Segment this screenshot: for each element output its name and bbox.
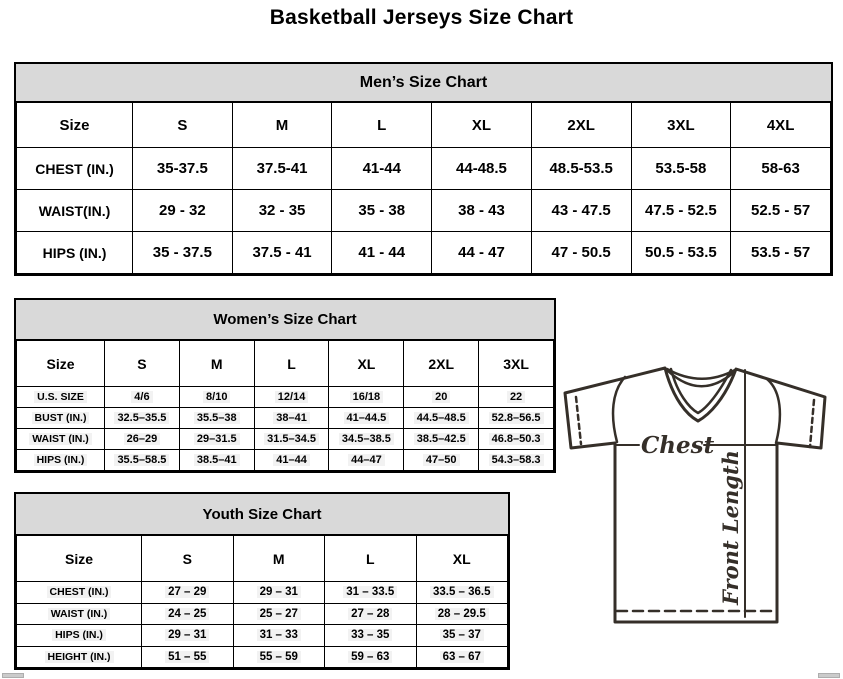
value-cell: 27 – 28 (325, 603, 417, 625)
value-cell: 35 - 38 (332, 190, 432, 232)
youth-size-chart (14, 492, 510, 670)
value-cell: 22 (479, 387, 554, 408)
jersey-diagram (555, 355, 843, 645)
value-cell: 28 – 29.5 (416, 603, 508, 625)
mens-size-chart (14, 62, 833, 276)
column-header: L (325, 536, 417, 582)
value-cell: 41-44 (332, 148, 432, 190)
mens-size-table (16, 102, 831, 274)
value-cell: 35.5–38 (179, 408, 254, 429)
value-cell: 55 – 59 (233, 646, 325, 668)
value-cell: 52.5 - 57 (731, 190, 831, 232)
table-row (17, 450, 554, 471)
column-header: S (142, 536, 234, 582)
value-cell: 26–29 (105, 429, 180, 450)
row-label: HEIGHT (IN.) (17, 646, 142, 668)
column-header: 2XL (531, 103, 631, 148)
value-cell: 34.5–38.5 (329, 429, 404, 450)
column-header: 3XL (479, 341, 554, 387)
value-cell: 31.5–34.5 (254, 429, 329, 450)
value-cell: 50.5 - 53.5 (631, 232, 731, 274)
column-header: S (133, 103, 233, 148)
value-cell: 32.5–35.5 (105, 408, 180, 429)
resize-handle-right[interactable] (818, 673, 840, 678)
value-cell: 44-48.5 (432, 148, 532, 190)
table-row (17, 408, 554, 429)
column-header: XL (416, 536, 508, 582)
value-cell: 4/6 (105, 387, 180, 408)
youth-chart-caption: Youth Size Chart (16, 494, 508, 535)
resize-handle-left[interactable] (2, 673, 24, 678)
value-cell: 35 – 37 (416, 625, 508, 647)
value-cell: 41 - 44 (332, 232, 432, 274)
row-label: CHEST (IN.) (17, 582, 142, 604)
value-cell: 38–41 (254, 408, 329, 429)
value-cell: 25 – 27 (233, 603, 325, 625)
left-armhole-seam (613, 377, 625, 442)
row-label: HIPS (IN.) (17, 232, 133, 274)
womens-size-chart (14, 298, 556, 473)
page-title: Basketball Jerseys Size Chart (269, 6, 574, 29)
table-row (17, 429, 554, 450)
column-header: M (179, 341, 254, 387)
mens-chart-caption: Men’s Size Chart (16, 64, 831, 102)
right-armhole-seam (767, 379, 780, 443)
value-cell: 59 – 63 (325, 646, 417, 668)
front-length-label: Front Length (718, 450, 743, 605)
value-cell: 52.8–56.5 (479, 408, 554, 429)
value-cell: 44.5–48.5 (404, 408, 479, 429)
value-cell: 43 - 47.5 (531, 190, 631, 232)
row-label: CHEST (IN.) (17, 148, 133, 190)
value-cell: 12/14 (254, 387, 329, 408)
column-header: Size (17, 341, 105, 387)
value-cell: 29 – 31 (233, 582, 325, 604)
right-cuff-dashed-line (810, 400, 814, 447)
column-header: XL (432, 103, 532, 148)
column-header: Size (17, 536, 142, 582)
value-cell: 53.5 - 57 (731, 232, 831, 274)
value-cell: 38.5–41 (179, 450, 254, 471)
value-cell: 48.5-53.5 (531, 148, 631, 190)
value-cell: 29 - 32 (133, 190, 233, 232)
row-label: WAIST(IN.) (17, 190, 133, 232)
value-cell: 47 - 50.5 (531, 232, 631, 274)
value-cell: 24 – 25 (142, 603, 234, 625)
value-cell: 58-63 (731, 148, 831, 190)
row-label: U.S. SIZE (17, 387, 105, 408)
column-header: S (105, 341, 180, 387)
youth-size-table (16, 535, 508, 668)
chest-label: Chest (641, 432, 715, 459)
row-label: WAIST (IN.) (17, 429, 105, 450)
column-header: 4XL (731, 103, 831, 148)
column-header: 3XL (631, 103, 731, 148)
table-row (17, 387, 554, 408)
value-cell: 31 – 33 (233, 625, 325, 647)
table-row (17, 603, 508, 625)
value-cell: 20 (404, 387, 479, 408)
value-cell: 53.5-58 (631, 148, 731, 190)
value-cell: 47–50 (404, 450, 479, 471)
value-cell: 31 – 33.5 (325, 582, 417, 604)
value-cell: 47.5 - 52.5 (631, 190, 731, 232)
column-header: M (232, 103, 332, 148)
value-cell: 32 - 35 (232, 190, 332, 232)
value-cell: 38.5–42.5 (404, 429, 479, 450)
row-label: BUST (IN.) (17, 408, 105, 429)
value-cell: 46.8–50.3 (479, 429, 554, 450)
jersey-outline (565, 368, 825, 622)
value-cell: 8/10 (179, 387, 254, 408)
value-cell: 51 – 55 (142, 646, 234, 668)
value-cell: 41–44 (254, 450, 329, 471)
value-cell: 63 – 67 (416, 646, 508, 668)
table-row (17, 190, 831, 232)
value-cell: 35-37.5 (133, 148, 233, 190)
value-cell: 27 – 29 (142, 582, 234, 604)
column-header: 2XL (404, 341, 479, 387)
value-cell: 54.3–58.3 (479, 450, 554, 471)
column-header: L (332, 103, 432, 148)
column-header: L (254, 341, 329, 387)
table-row (17, 148, 831, 190)
table-row (17, 646, 508, 668)
value-cell: 37.5 - 41 (232, 232, 332, 274)
row-label: HIPS (IN.) (17, 450, 105, 471)
value-cell: 33.5 – 36.5 (416, 582, 508, 604)
column-header: M (233, 536, 325, 582)
value-cell: 37.5-41 (232, 148, 332, 190)
value-cell: 44–47 (329, 450, 404, 471)
value-cell: 33 – 35 (325, 625, 417, 647)
value-cell: 44 - 47 (432, 232, 532, 274)
table-row (17, 625, 508, 647)
column-header: Size (17, 103, 133, 148)
value-cell: 29 – 31 (142, 625, 234, 647)
value-cell: 35.5–58.5 (105, 450, 180, 471)
value-cell: 38 - 43 (432, 190, 532, 232)
womens-chart-caption: Women’s Size Chart (16, 300, 554, 340)
value-cell: 16/18 (329, 387, 404, 408)
value-cell: 41–44.5 (329, 408, 404, 429)
column-header: XL (329, 341, 404, 387)
row-label: HIPS (IN.) (17, 625, 142, 647)
row-label: WAIST (IN.) (17, 603, 142, 625)
table-row (17, 232, 831, 274)
value-cell: 35 - 37.5 (133, 232, 233, 274)
left-cuff-dashed-line (576, 397, 581, 444)
womens-size-table (16, 340, 554, 471)
table-row (17, 582, 508, 604)
value-cell: 29–31.5 (179, 429, 254, 450)
